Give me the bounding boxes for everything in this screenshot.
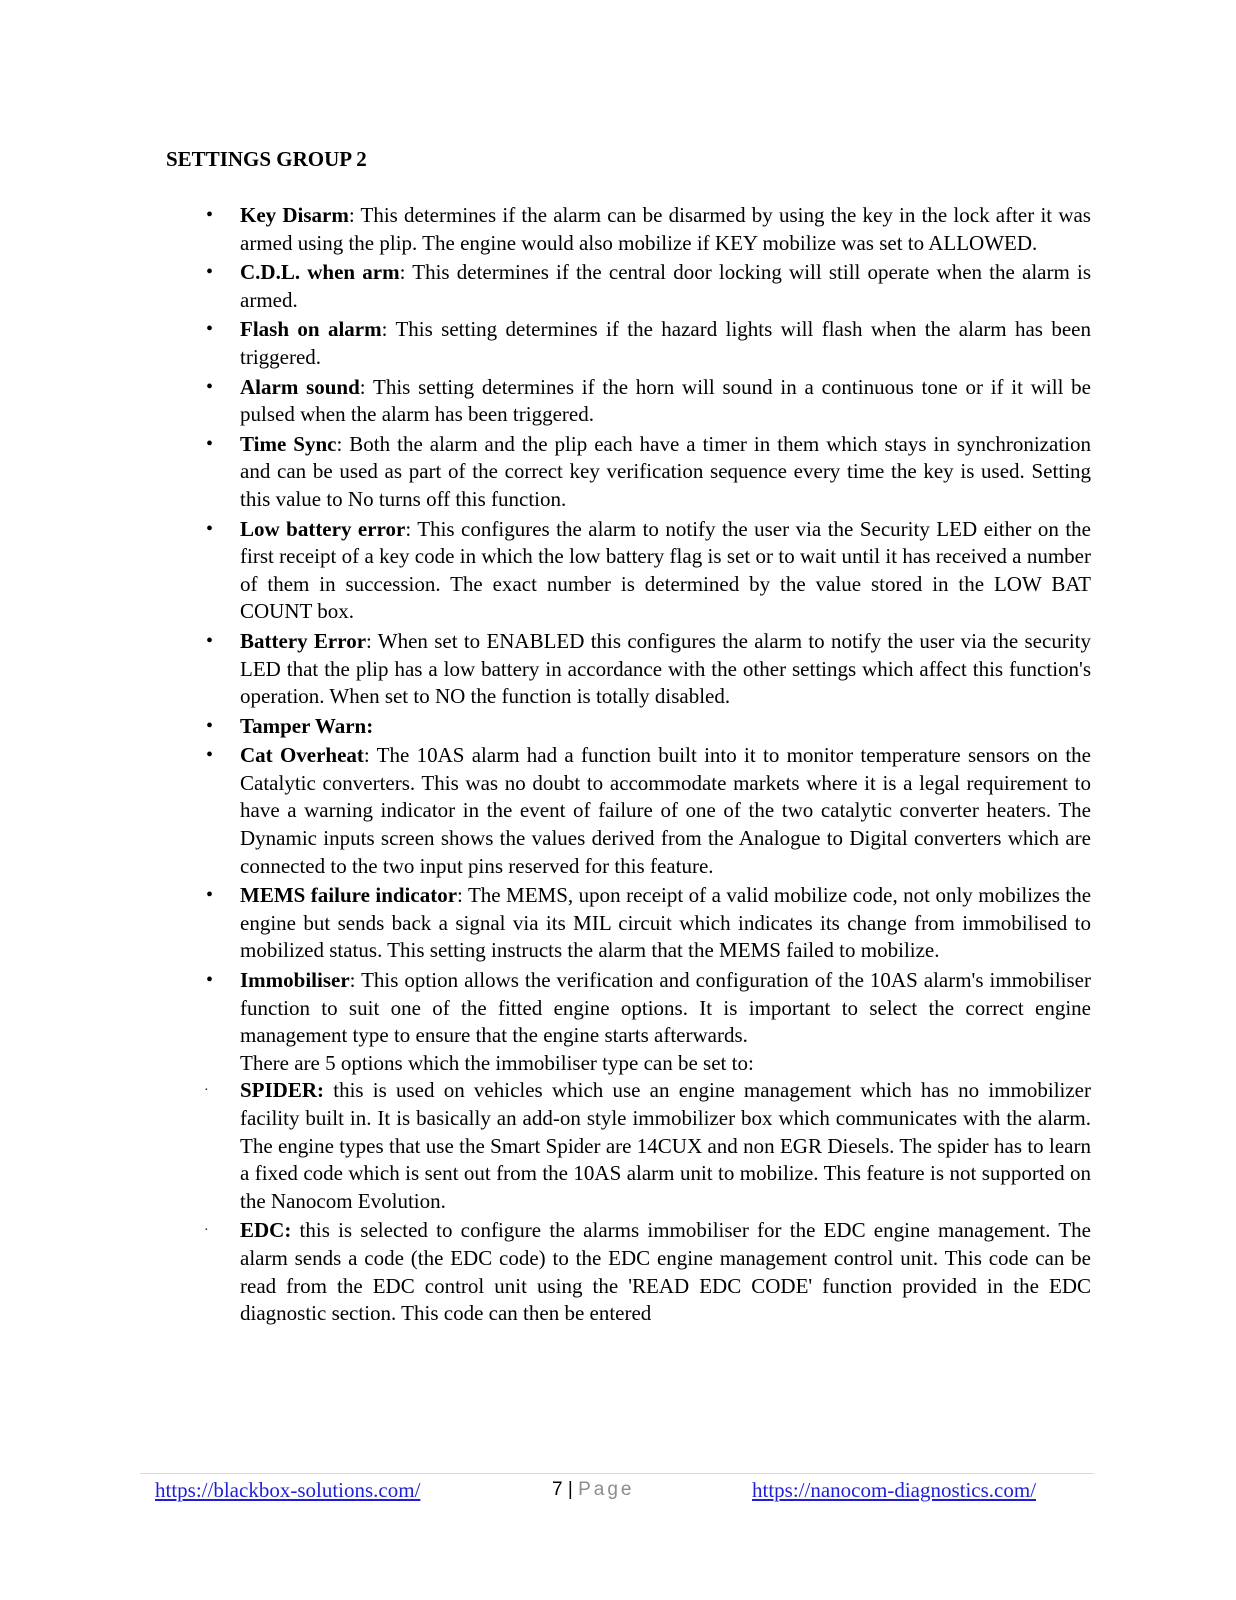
item-text: this is selected to configure the alarms immobiliser for the EDC engine management. The alarm sends a code (the EDC code) to the EDC engine management control unit. This code can be read from the EDC control unit using the 'READ EDC CODE' function provided in the EDC diagnostic section. This code can then be entered — [240, 1218, 1091, 1326]
page-number-footer — [552, 1476, 634, 1504]
bullet-icon: • — [206, 714, 214, 737]
item-text: : Both the alarm and the plip each have a timer in them which stays in synchronization and can be used as part of the correct key verification sequence every time the key is used. Setting this value to No turns off this function. — [240, 431, 1091, 511]
bullet-icon: • — [206, 629, 214, 652]
item-term: SPIDER: — [240, 1078, 325, 1103]
item-text: : The MEMS, upon receipt of a valid mobilize code, not only mobilizes the engine but sends back a signal via its MIL circuit which indicates its change from immobilised to mobilized status. This setting instructs the alarm that the MEMS failed to mobilize. — [240, 883, 1092, 963]
footer-right — [752, 1476, 1036, 1504]
item-text: : This setting determines if the horn will sound in a continuous tone or if it will be pulsed when the alarm has been triggered. — [240, 374, 1091, 427]
item-term: Low battery error — [240, 516, 406, 541]
footer-divider — [140, 1473, 1094, 1474]
list-item-mems-failure-indicator — [206, 882, 1092, 965]
content-body — [204, 202, 1092, 1330]
item-text: : This configures the alarm to notify the user via the Security LED either on the first receipt of a key code in which the low battery flag is set or to wait until it has received a number of them in succession. The exact number is determined by the value stored in the LOW BAT COUNT box. — [240, 516, 1091, 624]
list-item-immobiliser — [206, 967, 1091, 1050]
item-term: Time Sync — [240, 431, 337, 456]
item-term: Tamper Warn: — [240, 713, 374, 738]
bullet-icon: · — [204, 1083, 209, 1099]
page-heading: SETTINGS GROUP 2 — [166, 147, 367, 171]
item-term: Flash on alarm — [240, 317, 382, 342]
item-text: : This setting determines if the hazard lights will flash when the alarm has been triggered. — [240, 317, 1092, 369]
page-number: 7 — [552, 1479, 563, 1500]
sub-item-edc — [204, 1217, 1091, 1327]
list-item-battery-error — [206, 628, 1091, 711]
item-term: Immobiliser — [240, 968, 350, 993]
item-term: Cat Overheat — [240, 743, 364, 768]
item-text: : This determines if the alarm can be disarmed by using the key in the lock after it was armed using the plip. The engine would also mobilize if KEY mobilize was set to ALLOWED. — [240, 203, 1091, 255]
list-item-cdl-when-arm — [206, 259, 1092, 314]
item-term: Key Disarm — [240, 203, 349, 227]
bullet-icon: · — [204, 1223, 209, 1239]
bullet-icon: • — [206, 375, 214, 398]
bullet-icon: • — [206, 517, 214, 540]
item-term: Alarm sound — [240, 374, 360, 399]
item-term: Battery Error — [240, 628, 367, 653]
footer-left — [155, 1476, 420, 1504]
bullet-icon: • — [206, 318, 214, 341]
page-label: Page — [578, 1479, 635, 1500]
blackbox-solutions-link[interactable]: https://blackbox-solutions.com/ — [155, 1478, 421, 1502]
sub-item-spider — [204, 1077, 1091, 1215]
list-item-tamper-warn — [206, 713, 1091, 741]
options-intro: There are 5 options which the immobiliser type can be set to: — [240, 1050, 754, 1075]
bullet-icon: • — [206, 204, 214, 226]
item-term: MEMS failure indicator — [240, 883, 458, 908]
item-text: : This option allows the verification and configuration of the 10AS alarm's immobiliser function to suit one of the fitted engine options. It is important to select the correct engine management type to ensure that the engine starts afterwards. — [240, 968, 1091, 1048]
bullet-icon: • — [206, 261, 214, 284]
list-item-time-sync — [206, 431, 1091, 514]
list-item-cat-overheat — [206, 742, 1091, 880]
page-separator: | — [567, 1479, 573, 1500]
item-text: : This determines if the central door locking will still operate when the alarm is armed. — [240, 260, 1092, 312]
bullet-icon: • — [206, 969, 214, 992]
item-text: : When set to ENABLED this configures the alarm to notify the user via the security LED that the plip has a low battery in accordance with the other settings which affect this function's operation. When set to NO the function is totally disabled. — [240, 628, 1091, 709]
bullet-icon: • — [206, 884, 214, 907]
item-term: C.D.L. when arm — [240, 260, 400, 285]
list-item-key-disarm — [206, 202, 1091, 257]
bullet-icon: • — [206, 744, 214, 767]
item-term: EDC: — [240, 1218, 292, 1243]
bullet-icon: • — [206, 432, 214, 455]
nanocom-diagnostics-link[interactable]: https://nanocom-diagnostics.com/ — [752, 1478, 1037, 1502]
list-item-low-battery-error — [206, 516, 1091, 626]
item-text: this is used on vehicles which use an engine management which has no immobilizer facility built in. It is basically an add-on style immobilizer box which communicates with the alarm. The engine types that use the Smart Spider are 14CUX and non EGR Diesels. The spider has to learn a fixed code which is sent out from the 10AS alarm unit to mobilize. This feature is not supported on the Nanocom Evolution. — [240, 1078, 1091, 1213]
list-item-flash-on-alarm — [206, 316, 1092, 371]
list-item-alarm-sound — [206, 374, 1091, 429]
item-text: : The 10AS alarm had a function built into it to monitor temperature sensors on the Catalytic converters. This was no doubt to accommodate markets where it is a legal requirement to have a warning indicator in the event of failure of one of the two catalytic converter heaters. The Dynamic inputs screen shows the values derived from the Analogue to Digital converters which are connected to the two input pins reserved for this feature. — [240, 743, 1091, 878]
